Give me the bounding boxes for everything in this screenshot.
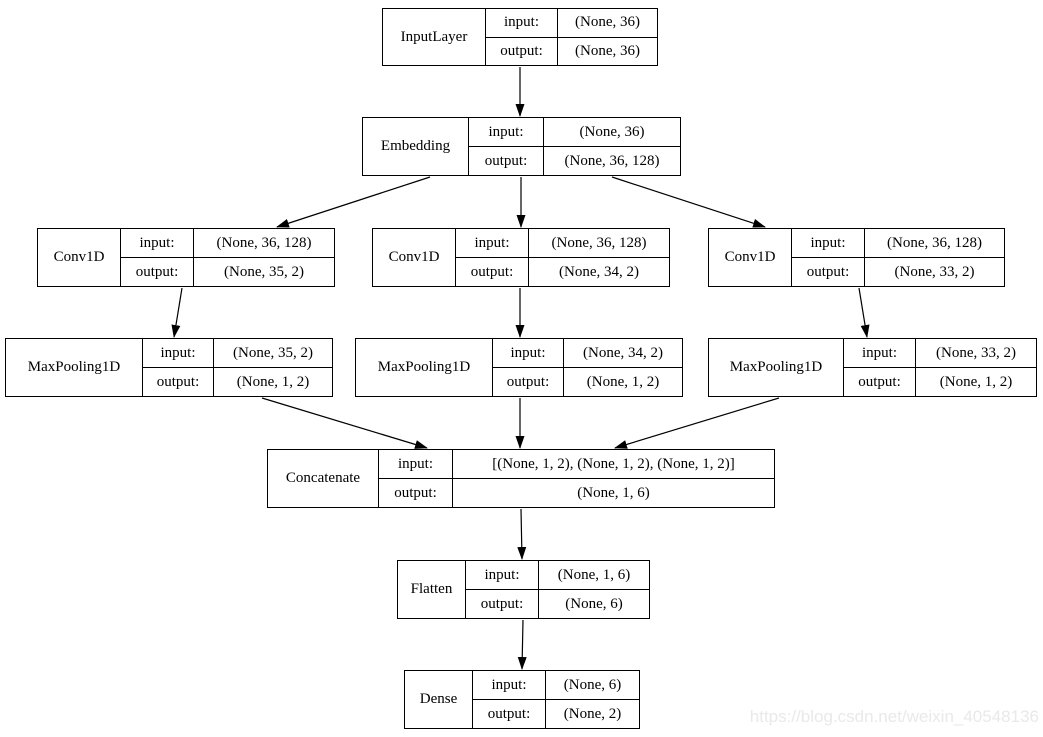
input-key: input: xyxy=(121,229,193,258)
output-shape: (None, 36) xyxy=(575,42,640,59)
layer-name: Dense xyxy=(405,671,473,728)
output-shape: (None, 1, 2) xyxy=(939,373,1013,390)
input-shape: (None, 36, 128) xyxy=(194,229,334,258)
output-key: output: xyxy=(487,705,531,722)
layer-node-maxpooling1d-left xyxy=(5,338,333,397)
input-shape: (None, 36) xyxy=(544,118,680,147)
layer-name: Flatten xyxy=(398,561,466,618)
input-key: input: xyxy=(493,339,563,368)
layer-name: MaxPooling1D xyxy=(6,339,143,396)
input-shape: (None, 1, 6) xyxy=(539,561,649,590)
input-key: input: xyxy=(473,671,545,700)
layer-node-embedding xyxy=(362,117,681,176)
input-shape: (None, 34, 2) xyxy=(564,339,682,368)
layer-name: MaxPooling1D xyxy=(709,339,844,396)
output-key: output: xyxy=(480,595,524,612)
layer-node-concatenate xyxy=(267,449,775,508)
output-shape: (None, 33, 2) xyxy=(894,263,975,280)
edge-embedding-conv1d-right xyxy=(612,177,765,227)
output-shape: (None, 34, 2) xyxy=(559,263,639,280)
layer-name: InputLayer xyxy=(383,9,486,65)
output-key: output: xyxy=(500,42,543,59)
input-shape: (None, 36, 128) xyxy=(529,229,669,258)
input-key: input: xyxy=(469,118,543,147)
layer-node-conv1d-mid xyxy=(372,228,670,287)
layer-node-flatten xyxy=(397,560,650,619)
output-shape: (None, 36, 128) xyxy=(564,152,660,169)
output-shape: (None, 1, 2) xyxy=(236,373,310,390)
layer-name: Conv1D xyxy=(38,229,121,286)
output-key: output: xyxy=(156,373,200,390)
input-key: input: xyxy=(466,561,538,590)
output-shape: (None, 2) xyxy=(563,705,622,722)
output-key: output: xyxy=(394,484,437,501)
layer-node-inputlayer xyxy=(382,8,658,66)
input-shape: (None, 36, 128) xyxy=(865,229,1004,258)
edge-conv1d-maxpool-right xyxy=(859,288,867,337)
input-key: input: xyxy=(456,229,528,258)
input-shape: (None, 35, 2) xyxy=(214,339,332,368)
input-shape: (None, 6) xyxy=(546,671,639,700)
edge-conv1d-maxpool-left xyxy=(174,288,182,337)
output-shape: (None, 35, 2) xyxy=(224,263,304,280)
layer-node-conv1d-left xyxy=(37,228,335,287)
output-key: output: xyxy=(506,373,550,390)
edge-flatten-dense xyxy=(522,620,523,669)
layer-node-dense xyxy=(404,670,640,729)
input-key: input: xyxy=(379,450,452,479)
input-shape: [(None, 1, 2), (None, 1, 2), (None, 1, 2)] xyxy=(453,450,774,479)
output-shape: (None, 1, 6) xyxy=(577,484,650,501)
edge-maxpool-left-concat xyxy=(262,398,427,448)
layer-name: Conv1D xyxy=(373,229,456,286)
layer-name: Concatenate xyxy=(268,450,379,507)
output-shape: (None, 1, 2) xyxy=(586,373,660,390)
input-key: input: xyxy=(844,339,915,368)
output-key: output: xyxy=(484,152,528,169)
edge-concat-flatten xyxy=(521,509,522,559)
output-key: output: xyxy=(806,263,850,280)
input-key: input: xyxy=(486,9,557,38)
input-key: input: xyxy=(792,229,864,258)
output-key: output: xyxy=(135,263,179,280)
input-shape: (None, 33, 2) xyxy=(916,339,1036,368)
csdn-watermark: https://blog.csdn.net/weixin_40548136 xyxy=(749,707,1039,726)
layer-node-maxpooling1d-right xyxy=(708,338,1037,397)
layer-node-maxpooling1d-mid xyxy=(355,338,683,397)
output-key: output: xyxy=(858,373,901,390)
edge-maxpool-right-concat xyxy=(615,398,779,448)
output-shape: (None, 6) xyxy=(565,595,623,612)
output-key: output: xyxy=(470,263,514,280)
edge-embedding-conv1d-left xyxy=(277,177,430,227)
input-key: input: xyxy=(143,339,213,368)
input-shape: (None, 36) xyxy=(558,9,657,38)
layer-name: Conv1D xyxy=(709,229,792,286)
layer-name: MaxPooling1D xyxy=(356,339,493,396)
layer-name: Embedding xyxy=(363,118,469,175)
layer-node-conv1d-right xyxy=(708,228,1005,287)
